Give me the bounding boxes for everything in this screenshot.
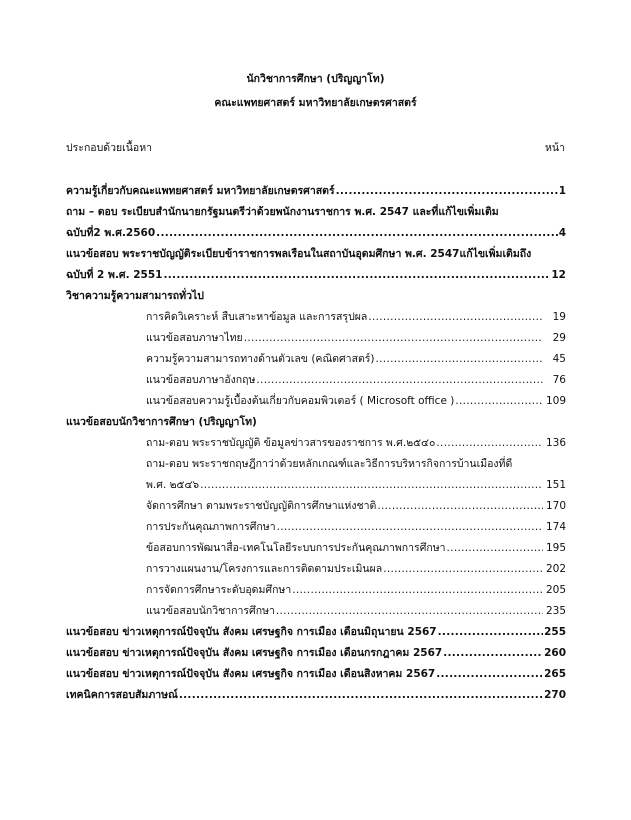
dot-leader: [383, 559, 543, 580]
toc-entry: [0, 496, 631, 517]
dot-leader: [443, 643, 543, 664]
toc-entry-page: 19: [552, 311, 566, 323]
toc-entry: [0, 265, 631, 286]
toc-entry: [0, 601, 631, 622]
toc-entry-page: 174: [545, 521, 566, 533]
toc-entry: [0, 370, 631, 391]
dot-leader: [438, 622, 543, 643]
toc-entry-title: จัดการศึกษา ตามพระราชบัญญัติการศึกษาแห่งชาติ: [146, 500, 377, 512]
toc-entry: [0, 244, 631, 265]
dot-leader: [436, 664, 543, 685]
dot-leader: [163, 265, 550, 286]
toc-entry-title: วิชาความรู้ความสามารถทั่วไป: [66, 290, 204, 302]
toc-entry-title: แนวข้อสอบนักวิชาการศึกษา (ปริญญาโท): [66, 416, 257, 428]
toc-entry: [0, 538, 631, 559]
contents-heading: ประกอบด้วยเนื้อหา: [66, 142, 153, 154]
toc-entry-title: พ.ศ. ๒๕๔๖: [146, 479, 200, 491]
toc-entry-title: การจัดการศึกษาระดับอุดมศึกษา: [146, 584, 292, 596]
toc-entry-page: 76: [552, 374, 566, 386]
toc-entry: [0, 223, 631, 244]
toc-entry-title: การคิดวิเคราะห์ สืบเสาะหาข้อมูล และการสรุปผล: [146, 311, 368, 323]
toc-entry: [0, 349, 631, 370]
dot-leader: [336, 181, 558, 202]
toc-entry-title: แนวข้อสอบภาษาไทย: [146, 332, 243, 344]
dot-leader: [292, 580, 543, 601]
toc-entry: [0, 685, 631, 706]
toc-entry-title: ความรู้ความสามารถทางด้านตัวเลข (คณิตศาสตร์): [146, 353, 375, 365]
dot-leader: [377, 496, 543, 517]
toc-entry: [0, 433, 631, 454]
toc-entry-title: เทคนิคการสอบสัมภาษณ์: [66, 689, 178, 701]
toc-entry-title: ถาม-ตอบ พระราชบัญญัติ ข้อมูลข่าวสารของราชการ พ.ศ.๒๕๔๐: [146, 437, 436, 449]
toc-entry-title: แนวข้อสอบนักวิชาการศึกษา: [146, 605, 275, 617]
dot-leader: [447, 538, 543, 559]
toc-entry: [0, 202, 631, 223]
toc-entry-title: ข้อสอบการพัฒนาสื่อ-เทคโนโลยีระบบการประกันคุณภาพการศึกษา: [146, 542, 446, 554]
toc-entry: [0, 454, 631, 475]
toc-entry: [0, 559, 631, 580]
toc-entry-page: 12: [551, 269, 566, 281]
dot-leader: [244, 328, 543, 349]
dot-leader: [256, 370, 543, 391]
toc-entry-title: แนวข้อสอบ ข่าวเหตุการณ์ปัจจุบัน สังคม เศรษฐกิจ การเมือง เดือนสิงหาคม 2567: [66, 668, 436, 680]
toc-entry-title: แนวข้อสอบ พระราชบัญญัติระเบียบข้าราชการพลเรือนในสถาบันอุดมศึกษา พ.ศ. 2547แก้ไขเพิ่มเติมถึง: [66, 248, 532, 260]
toc-section-heading: [0, 412, 631, 433]
toc-entry: [0, 475, 631, 496]
toc-entry: [0, 664, 631, 685]
toc-entry-page: 255: [544, 626, 566, 638]
toc-entry-page: 270: [544, 689, 566, 701]
dot-leader: [277, 517, 543, 538]
dot-leader: [436, 433, 543, 454]
toc-section-heading: [0, 286, 631, 307]
toc-entry-page: 109: [545, 395, 566, 407]
toc-entry-title: การวางแผนงาน/โครงการและการติดตามประเมินผล: [146, 563, 383, 575]
toc-entry: [0, 391, 631, 412]
dot-leader: [156, 223, 558, 244]
dot-leader: [276, 601, 543, 622]
dot-leader: [179, 685, 543, 706]
toc-entry: [0, 328, 631, 349]
toc-entry-title: แนวข้อสอบ ข่าวเหตุการณ์ปัจจุบัน สังคม เศรษฐกิจ การเมือง เดือนมิถุนายน 2567: [66, 626, 437, 638]
toc-entry-title: ถาม-ตอบ พระราชกฤษฎีกาว่าด้วยหลักเกณฑ์และวิธีการบริหารกิจการบ้านเมืองที่ดี: [146, 458, 513, 470]
toc-entry-page: 195: [545, 542, 566, 554]
toc-entry-title: ฉบับที่ 2 พ.ศ. 2551: [66, 269, 163, 281]
toc-entry-page: 205: [545, 584, 566, 596]
document-subtitle: คณะแพทยศาสตร์ มหาวิทยาลัยเกษตรศาสตร์: [214, 97, 417, 109]
toc-entry-page: 265: [544, 668, 566, 680]
toc-entry-page: 202: [545, 563, 566, 575]
dot-leader: [455, 391, 543, 412]
toc-entry-page: 260: [544, 647, 566, 659]
toc-entry-page: 29: [552, 332, 566, 344]
toc-entry: [0, 622, 631, 643]
toc-entry-title: ความรู้เกี่ยวกับคณะแพทยศาสตร์ มหาวิทยาลัยเกษตรศาสตร์: [66, 185, 335, 197]
toc-entry-title: แนวข้อสอบความรู้เบื้องต้นเกี่ยวกับคอมพิวเตอร์ ( Microsoft office ): [146, 395, 455, 407]
toc-entry-title: ฉบับที่2 พ.ศ.2560: [66, 227, 156, 239]
toc-entry-title: แนวข้อสอบ ข่าวเหตุการณ์ปัจจุบัน สังคม เศรษฐกิจ การเมือง เดือนกรกฎาคม 2567: [66, 647, 443, 659]
toc-entry-page: 170: [545, 500, 566, 512]
toc-entry-page: 1: [558, 185, 566, 197]
document-title: นักวิชาการศึกษา (ปริญญาโท): [246, 73, 385, 85]
dot-leader: [368, 307, 543, 328]
dot-leader: [200, 475, 543, 496]
toc-entry: [0, 580, 631, 601]
toc-entry-page: 136: [545, 437, 566, 449]
toc-entry: [0, 643, 631, 664]
dot-leader: [376, 349, 543, 370]
toc-entry: [0, 517, 631, 538]
toc-entry: [0, 181, 631, 202]
toc-entry-page: 235: [545, 605, 566, 617]
toc-entry-title: ถาม – ตอบ ระเบียบสำนักนายกรัฐมนตรีว่าด้วยพนักงานราชการ พ.ศ. 2547 และที่แก้ไขเพิ่มเติม: [66, 206, 499, 218]
toc-entry-page: 4: [558, 227, 566, 239]
page-column-heading: หน้า: [545, 142, 565, 154]
toc-entry: [0, 307, 631, 328]
toc-entry-page: 151: [545, 479, 566, 491]
table-of-contents: [0, 181, 631, 706]
toc-entry-title: แนวข้อสอบภาษาอังกฤษ: [146, 374, 256, 386]
toc-entry-title: การประกันคุณภาพการศึกษา: [146, 521, 276, 533]
toc-entry-page: 45: [552, 353, 566, 365]
